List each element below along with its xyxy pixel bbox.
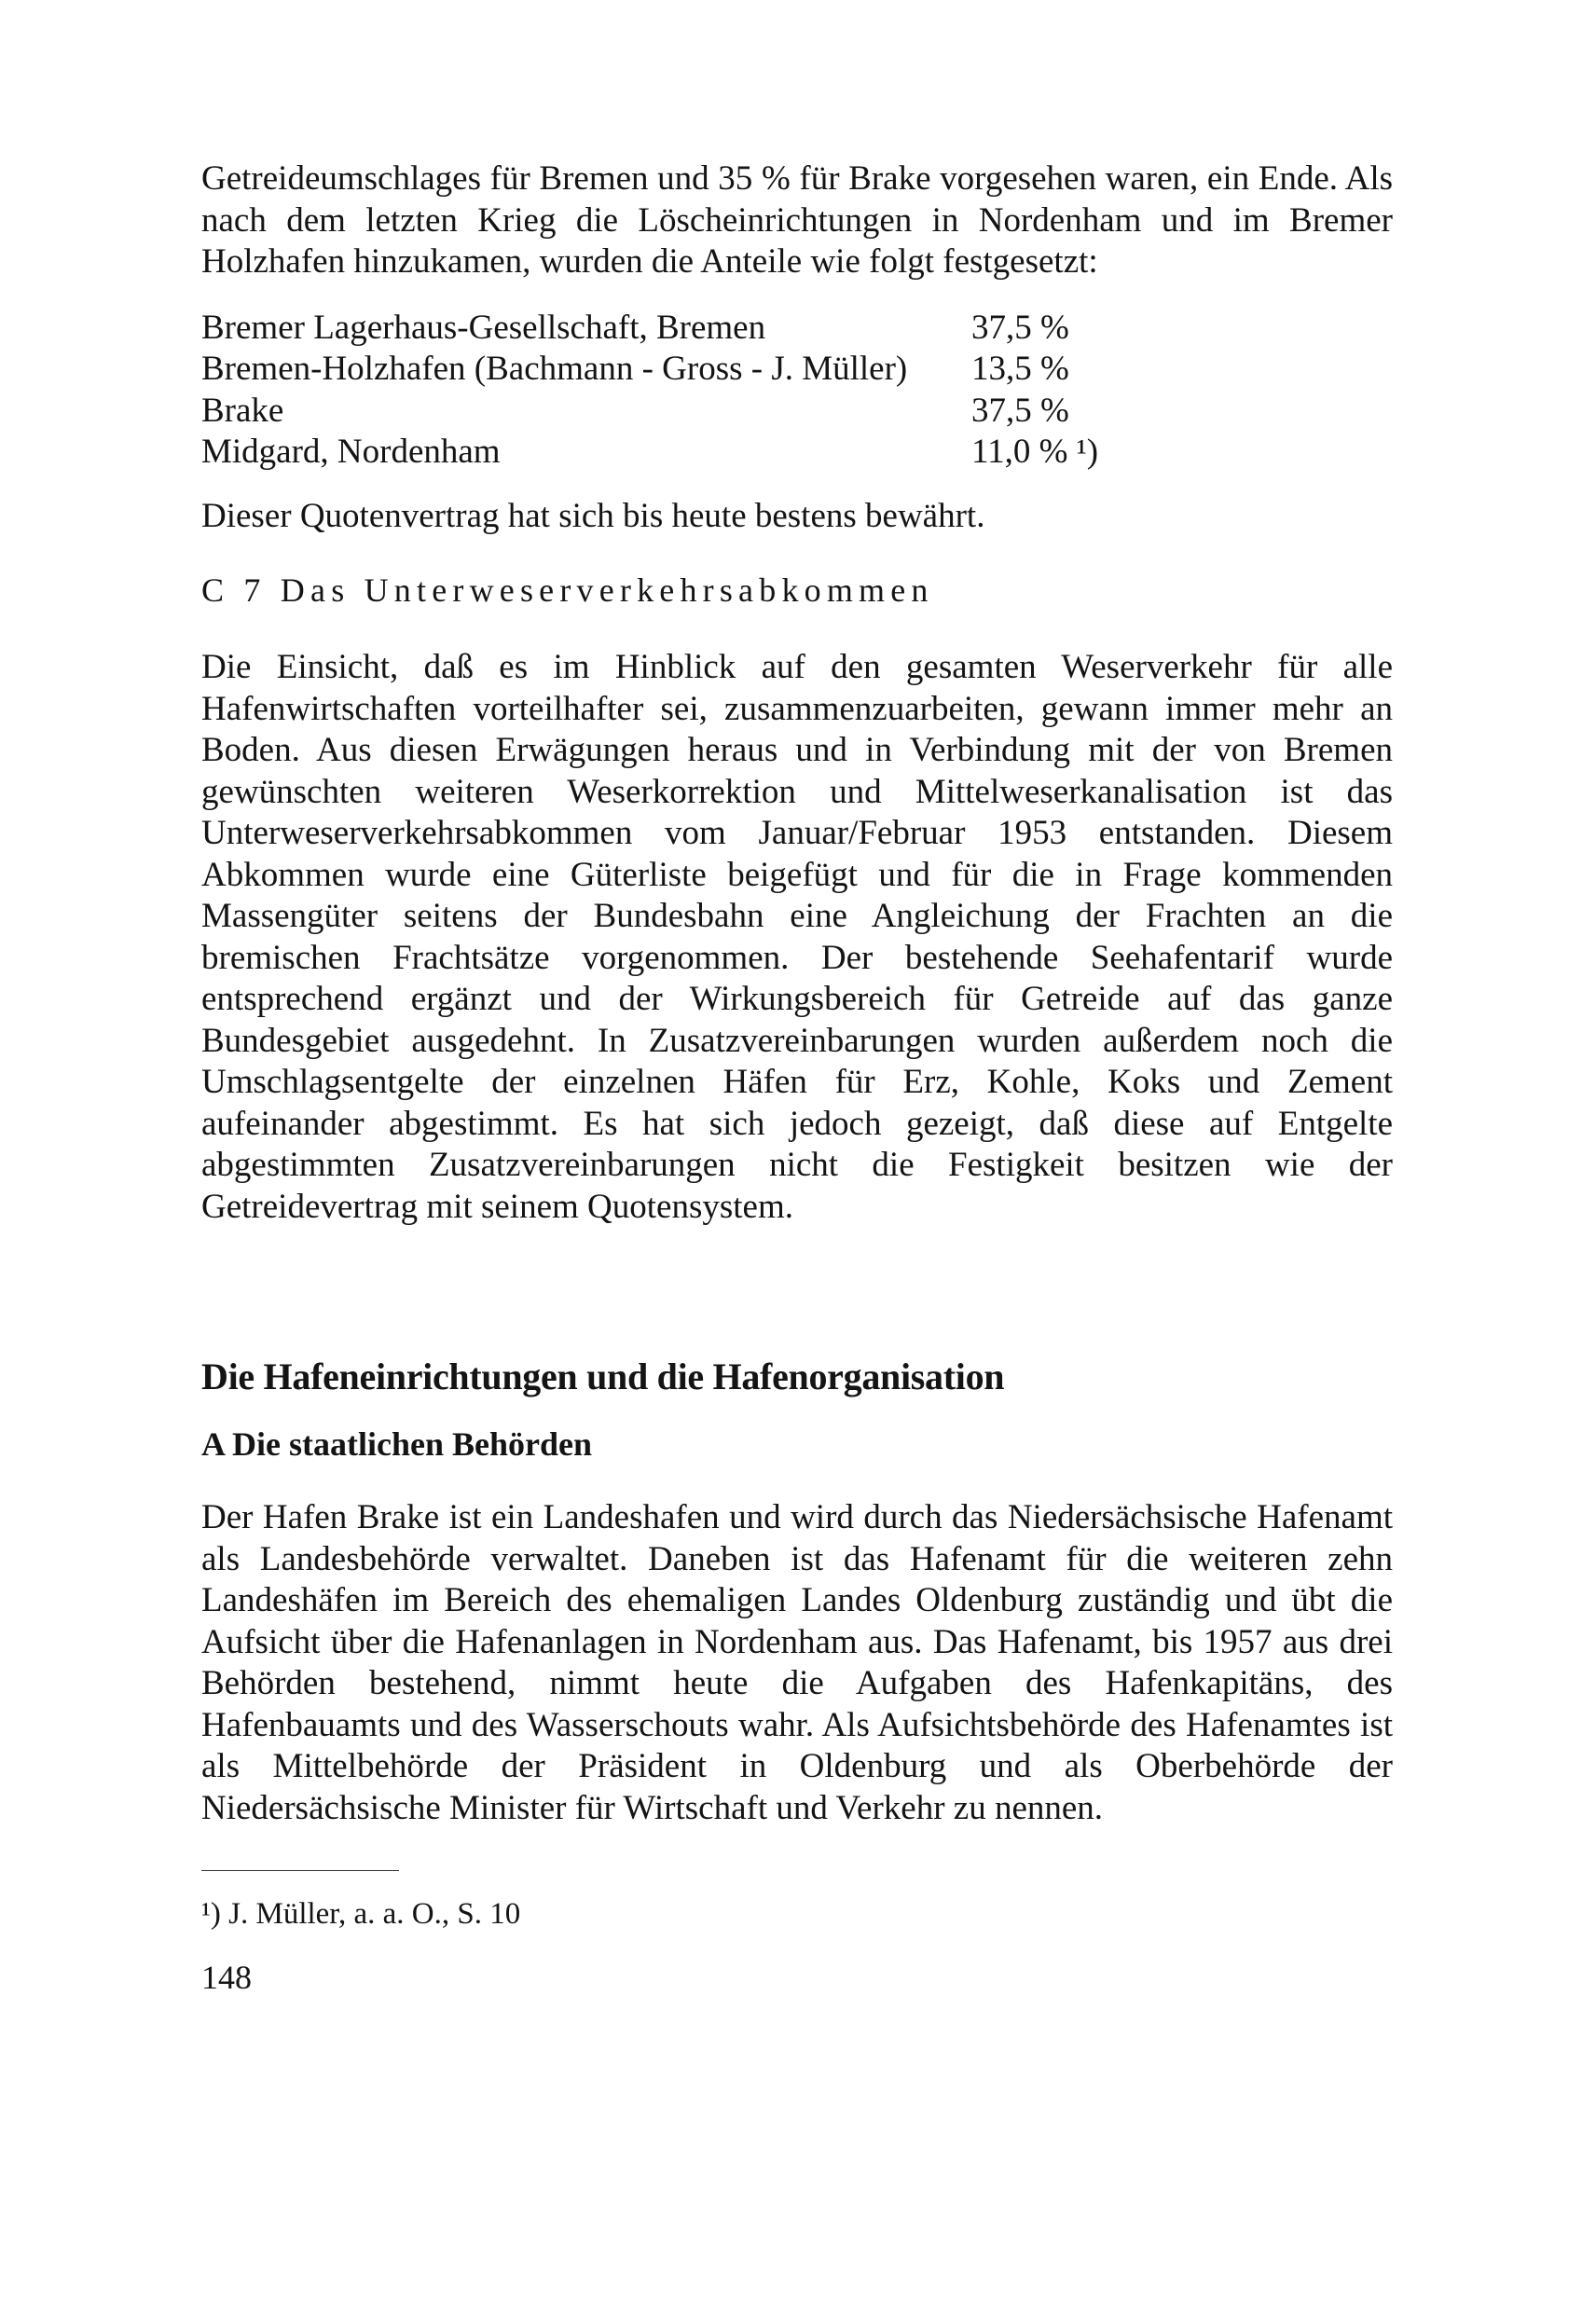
quota-value: 11,0 % ¹) bbox=[971, 433, 1099, 471]
quota-value: 13,5 % bbox=[971, 350, 1069, 388]
quota-row bbox=[201, 432, 1098, 474]
quota-name: Brake bbox=[201, 391, 284, 430]
page-number: 148 bbox=[201, 1959, 252, 1996]
quota-value: 37,5 % bbox=[971, 391, 1069, 430]
quota-name: Bremen-Holzhafen (Bachmann - Gross - J. Müller) bbox=[201, 350, 908, 388]
subsection-title: A Die staatlichen Behörden bbox=[201, 1425, 592, 1463]
section-paragraph: Der Hafen Brake ist ein Landeshafen und wird durch das Niedersächsische Hafenamt als Landesbehörde verwaltet. Daneben ist das Hafenamt für die weiteren zehn Landeshäfen im Bereich des ehemaligen Landes Oldenburg zuständig und übt die Aufsicht über die Hafenanlagen in Nordenham aus. Das Hafenamt, bis 1957 aus drei Behörden bestehend, nimmt heute die Aufgaben des Hafenkapitäns, des Hafenbauamts und des Wasserschouts wahr. Als Aufsichtsbehörde des Hafenamtes ist als Mittelbehörde der Präsident in Oldenburg und als Oberbehörde der Niedersächsische Minister für Wirtschaft und Verkehr zu nennen. bbox=[201, 1498, 1393, 1827]
footnote-divider bbox=[201, 1870, 399, 1871]
quota-value: 37,5 % bbox=[971, 308, 1069, 347]
closing-sentence: Dieser Quotenvertrag hat sich bis heute bestens bewährt. bbox=[201, 496, 985, 535]
c7-paragraph: Die Einsicht, daß es im Hinblick auf den gesamten Weserverkehr für alle Hafenwirtschaften vorteilhafter sei, zusammenzuarbeiten, gewann immer mehr an Boden. Aus diesen Erwägungen heraus und in Verbindung mit der von Bremen gewünschten weiteren Weserkorrektion und Mittelweserkanalisation ist das Unterweserverkehrsabkommen vom Januar/Februar 1953 entstanden. Diesem Abkommen wurde eine Güterliste beigefügt und für die in Frage kommenden Massengüter seitens der Bundesbahn eine Angleichung der Frachten an die bremischen Frachtsätze vorgenommen. Der bestehende Seehafentarif wurde entsprechend ergänzt und der Wirkungsbereich für Getreide auf das ganze Bundesgebiet ausgedehnt. In Zusatzvereinbarungen wurden außerdem noch die Umschlagsentgelte der einzelnen Häfen für Erz, Kohle, Koks und Zement aufeinander abgestimmt. Es hat sich jedoch gezeigt, daß diese auf Entgelte abgestimmten Zusatzvereinbarungen nicht die Festigkeit besitzen wie der Getreidevertrag mit seinem Quotensystem. bbox=[201, 648, 1393, 1226]
intro-paragraph: Getreideumschlages für Bremen und 35 % für Brake vorgesehen waren, ein Ende. Als nach dem letzten Krieg die Löscheinrichtungen in Nordenham und im Bremer Holzhafen hinzukamen, wurden die Anteile wie folgt festgesetzt: bbox=[201, 159, 1393, 281]
quota-name: Midgard, Nordenham bbox=[201, 433, 501, 471]
quota-row bbox=[201, 308, 1098, 350]
quota-row bbox=[201, 391, 1098, 433]
section-title: Die Hafeneinrichtungen und die Hafenorganisation bbox=[201, 1356, 1005, 1397]
document-page bbox=[201, 158, 1393, 1996]
quota-row bbox=[201, 349, 1098, 391]
quota-name: Bremer Lagerhaus-Gesellschaft, Bremen bbox=[201, 308, 766, 347]
c7-heading: C 7 Das Unterweserverkehrsabkommen bbox=[201, 571, 934, 609]
footnote: ¹) J. Müller, a. a. O., S. 10 bbox=[201, 1897, 521, 1931]
quota-table bbox=[201, 308, 1098, 474]
